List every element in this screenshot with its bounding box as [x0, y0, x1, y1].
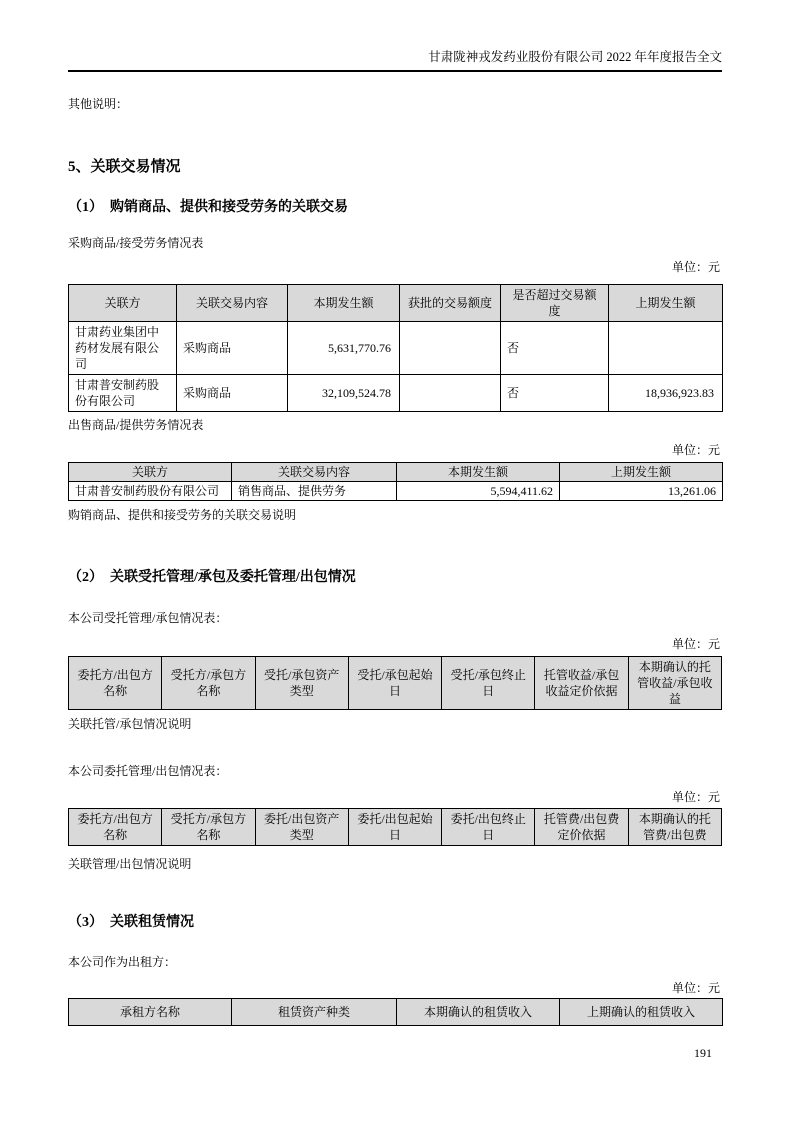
table-row — [69, 482, 723, 501]
column-header: 委托方/出包方名称 — [69, 657, 162, 710]
column-header: 托管收益/承包收益定价依据 — [535, 657, 628, 710]
related-party-cell: 甘肃普安制药股份有限公司 — [69, 482, 232, 501]
unit-label: 单位：元 — [671, 260, 720, 274]
purchase-table — [68, 284, 723, 412]
related-party-cell: 甘肃普安制药股份有限公司 — [69, 375, 177, 412]
column-header: 委托/出包起始日 — [348, 809, 441, 846]
column-header: 托管费/出包费定价依据 — [535, 809, 628, 846]
section-5-1-title: （1） 购销商品、提供和接受劳务的关联交易 — [68, 200, 348, 215]
column-header: 委托/出包资产类型 — [255, 809, 348, 846]
column-header: 上期发生额 — [560, 463, 723, 482]
current-amount-cell: 5,594,411.62 — [397, 482, 560, 501]
purchase-table-caption: 采购商品/接受劳务情况表 — [68, 236, 204, 250]
page-number: 191 — [694, 1046, 712, 1060]
exceed-quota-cell: 否 — [501, 322, 609, 375]
column-header: 本期确认的托管收益/承包收益 — [628, 657, 721, 710]
transaction-content-cell: 销售商品、提供劳务 — [232, 482, 397, 501]
section-5-title: 5、关联交易情况 — [68, 159, 181, 175]
prior-amount-cell — [609, 322, 723, 375]
table-header-row — [69, 809, 722, 846]
current-amount-cell: 32,109,524.78 — [288, 375, 400, 412]
header-divider — [68, 70, 722, 72]
prior-amount-cell: 13,261.06 — [560, 482, 723, 501]
report-header-title: 甘肃陇神戎发药业股份有限公司 2022 年年度报告全文 — [428, 50, 722, 64]
transaction-content-cell: 采购商品 — [177, 322, 288, 375]
column-header: 受托/承包资产类型 — [255, 657, 348, 710]
column-header: 受托/承包终止日 — [442, 657, 535, 710]
unit-label: 单位：元 — [671, 790, 720, 804]
column-header: 关联交易内容 — [232, 463, 397, 482]
column-header: 关联交易内容 — [177, 285, 288, 322]
transaction-content-cell: 采购商品 — [177, 375, 288, 412]
table-row — [69, 375, 723, 412]
related-party-cell: 甘肃药业集团中药材发展有限公司 — [69, 322, 177, 375]
column-header: 承租方名称 — [69, 999, 232, 1026]
entrusted-note: 关联托管/承包情况说明 — [68, 717, 192, 731]
column-header: 上期确认的租赁收入 — [560, 999, 723, 1026]
delegated-table-caption: 本公司委托管理/出包情况表： — [68, 764, 228, 778]
column-header: 本期发生额 — [288, 285, 400, 322]
exceed-quota-cell: 否 — [501, 375, 609, 412]
column-header: 受托方/承包方名称 — [162, 809, 255, 846]
section-5-2-title: （2） 关联受托管理/承包及委托管理/出包情况 — [68, 570, 356, 585]
delegated-table — [68, 808, 722, 846]
table-row — [69, 322, 723, 375]
unit-label: 单位：元 — [671, 443, 720, 457]
column-header: 是否超过交易额度 — [501, 285, 609, 322]
column-header: 租赁资产种类 — [232, 999, 397, 1026]
approved-quota-cell — [400, 375, 501, 412]
prior-amount-cell: 18,936,923.83 — [609, 375, 723, 412]
unit-label: 单位：元 — [671, 981, 720, 995]
column-header: 上期发生额 — [609, 285, 723, 322]
entrusted-table-caption: 本公司受托管理/承包情况表： — [68, 611, 228, 625]
entrusted-table — [68, 656, 722, 710]
current-amount-cell: 5,631,770.76 — [288, 322, 400, 375]
sales-table-caption: 出售商品/提供劳务情况表 — [68, 418, 204, 432]
page-content — [68, 48, 722, 1060]
column-header: 本期确认的托管费/出包费 — [628, 809, 721, 846]
sales-table — [68, 462, 723, 501]
delegated-note: 关联管理/出包情况说明 — [68, 857, 192, 871]
lessor-caption: 本公司作为出租方： — [68, 955, 177, 969]
table-header-row — [69, 999, 723, 1026]
lease-table — [68, 998, 723, 1026]
column-header: 本期发生额 — [397, 463, 560, 482]
table-header-row — [69, 657, 722, 710]
column-header: 获批的交易额度 — [400, 285, 501, 322]
column-header: 委托方/出包方名称 — [69, 809, 162, 846]
approved-quota-cell — [400, 322, 501, 375]
column-header: 委托/出包终止日 — [442, 809, 535, 846]
unit-label: 单位：元 — [671, 637, 720, 651]
column-header: 关联方 — [69, 463, 232, 482]
purchase-sales-note: 购销商品、提供和接受劳务的关联交易说明 — [68, 508, 297, 522]
column-header: 受托/承包起始日 — [348, 657, 441, 710]
other-note-label: 其他说明： — [68, 97, 129, 111]
column-header: 本期确认的租赁收入 — [397, 999, 560, 1026]
table-header-row — [69, 285, 723, 322]
column-header: 受托方/承包方名称 — [162, 657, 255, 710]
column-header: 关联方 — [69, 285, 177, 322]
section-5-3-title: （3） 关联租赁情况 — [68, 915, 194, 930]
table-header-row — [69, 463, 723, 482]
